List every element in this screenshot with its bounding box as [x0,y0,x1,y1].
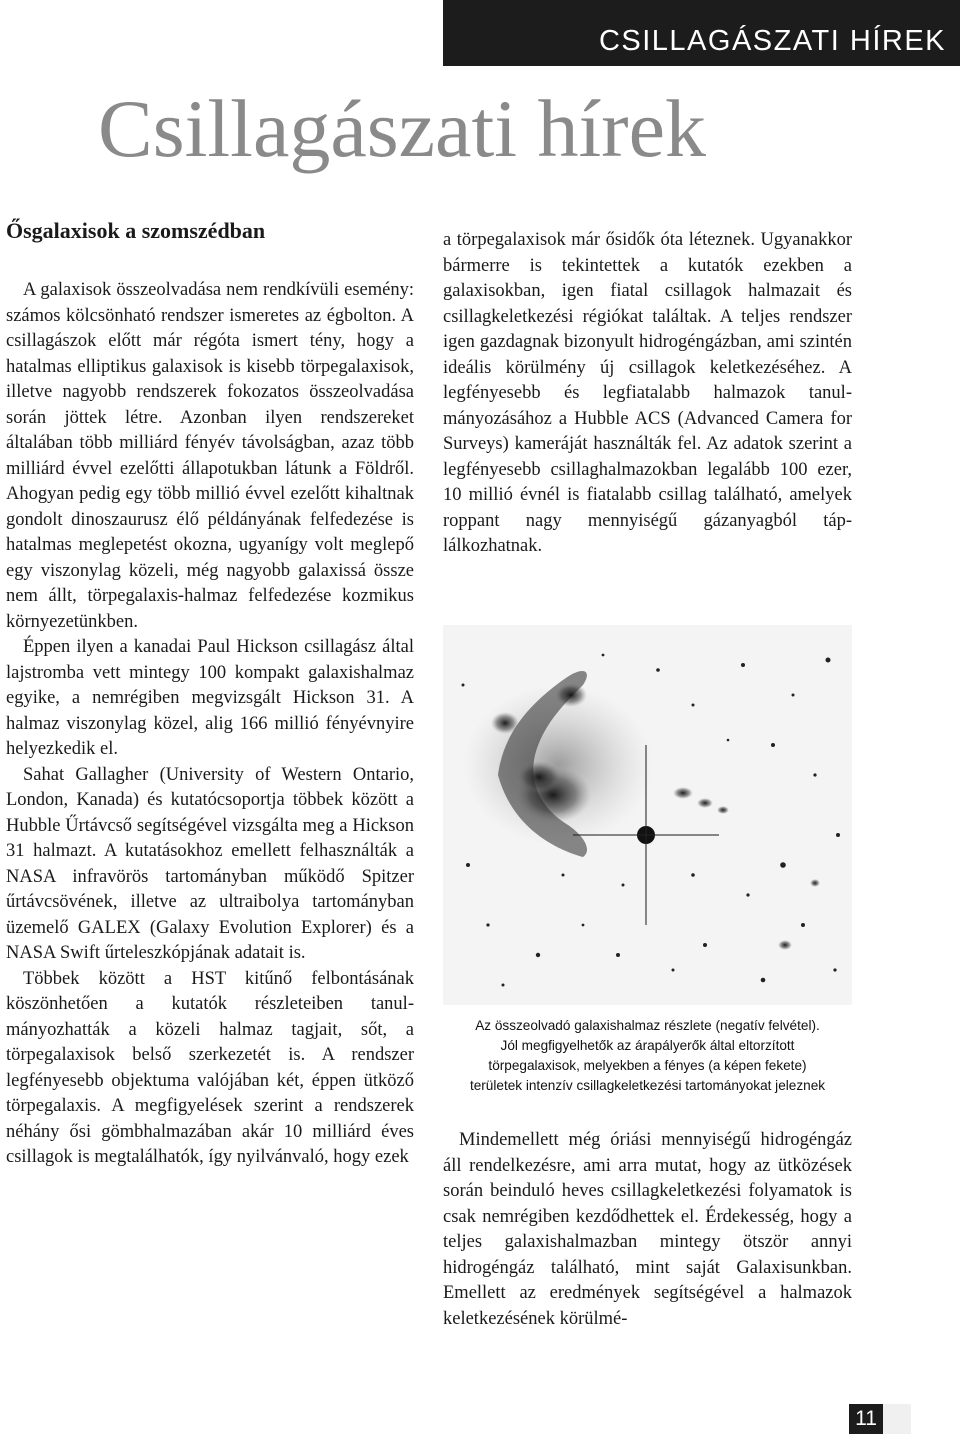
article-right-column-top [443,228,852,560]
article-left-column [6,278,414,1171]
page-title: Csillagászati hírek [98,83,706,174]
page-number-tab [883,1404,911,1434]
galaxy-negative-photo [443,625,852,1005]
article-right-column-bottom [443,1128,852,1332]
galaxy-photo-graphic [443,625,852,1005]
caption-line: területek intenzív csillagkeletkezési tartományokat jeleznek [469,1078,826,1093]
paragraph: a törpegalaxisok már ősidők óta léteznek. Ugyanakkor bármerre is tekintettek a kutatók ezekben a galaxisokban, igen fiatal csillagok halmazait és csillagkeletkezési régiókat találtak. A teljes rendszer igen gazdagnak bizonyult hidrogéngázban, ami szintén ideális körülmény új csillagok keletkezéséhez. A legfényesebb és legfiatalabb halmazok tanulmányozásához a Hubble ACS (Advanced Camera for Surveys) kameráját használták fel. Az adatok szerint a legfényesebb csillaghalmazokban legalább 100 ezer, 10 millió évnél is fiatalabb csillag található, amelyek roppant nagy mennyiségű gázanyagból táplálkozhatnak. [443,230,852,556]
paragraph: Mindemellett még óriási mennyiségű hidrogéngáz áll rendelkezésre, ami arra mutat, hogy az ütközések során beinduló heves csillagkeletkezési folyamatok is csak nemrégiben kezdődhettek el. Érdekesség, hogy a teljes galaxishalmazban mintegy ötször annyi hidrogéngáz található, mint saját Galaxisunkban. Emellett az eredmények segítségével a halmazok keletkezésének körülmé- [443,1130,852,1329]
section-header-band [443,0,960,66]
caption-line: Az összeolvadó galaxishalmaz részlete (negatív felvétel). [475,1018,820,1033]
caption-line: Jól megfigyelhetők az árapályerők által eltorzított [500,1038,795,1053]
paragraph: Többek között a HST kitűnő felbontásának köszönhetően a kutatók részleteiben tanulmányozhatták a közeli halmaz tagjait, sőt, a törpegalaxisok belső szerkezetét is. A rendszer legfényesebb objektuma valójában két, éppen ütköző törpegalaxis. A megfigyelések szerint a rendszerek néhány ősi gömbhalmazában akár 10 milliárd éves csillagok is megtalálhatók, így nyilvánvaló, hogy ezek [6,968,414,1167]
article-heading: Ősgalaxisok a szomszédban [6,218,266,243]
paragraph: A galaxisok összeolvadása nem rendkívüli esemény: számos kölcsönható rendszer ismeretes az égbolton. A csillagászok előtt már régóta ismert tény, hogy a hatalmas elliptikus galaxisok is kisebb törpegalaxisok, illetve nagyobb rendszerek fokozatos összeolvadása során jöttek létre. Azonban ilyen rendszereket általában több milliárd fényév távolságban, azaz több milliárd évvel ezelőtti állapotukban látunk a Földről. Ahogyan pedig egy több millió évvel ezelőtt kihaltnak gondolt dinoszaurusz élő példányának felfedezése is hatalmas meglepetést okozna, ugyanígy volt meglepő egy viszonylag közeli, még nagyobb galaxissá össze nem állt, törpegalaxis-halmaz felfedezése kozmikus környezetünkben. [6,280,414,632]
caption-line: törpegalaxisok, melyekben a fényes (a képen fekete) [488,1058,807,1073]
paragraph: Éppen ilyen a kanadai Paul Hickson csillagász által lajstromba vett mintegy 100 kompakt galaxishalmaz egyike, a nemrégiben megvizsgált Hickson 31. A halmaz viszonylag közel, alig 166 millió fényévnyire helyezkedik el. [6,637,414,759]
section-label: CSILLAGÁSZATI HÍREK [598,25,946,57]
paragraph: Sahat Gallagher (University of Western Ontario, London, Kanada) és kutatócsoportja többek között a Hubble Űrtávcső segítségével vizsgálta meg a Hickson 31 halmazt. A kutatásokhoz emellett felhasználták a NASA infravörös tartományban működő Spitzer űrtávcsövének, illetve az ultraibolya tartományban üzemelő GALEX (Galaxy Evolution Explorer) és a NASA Swift űrteleszkópjának adatait is. [6,764,414,963]
page-number: 11 [849,1404,883,1434]
photo-caption [443,1016,852,1096]
page-number-box [849,1404,911,1434]
